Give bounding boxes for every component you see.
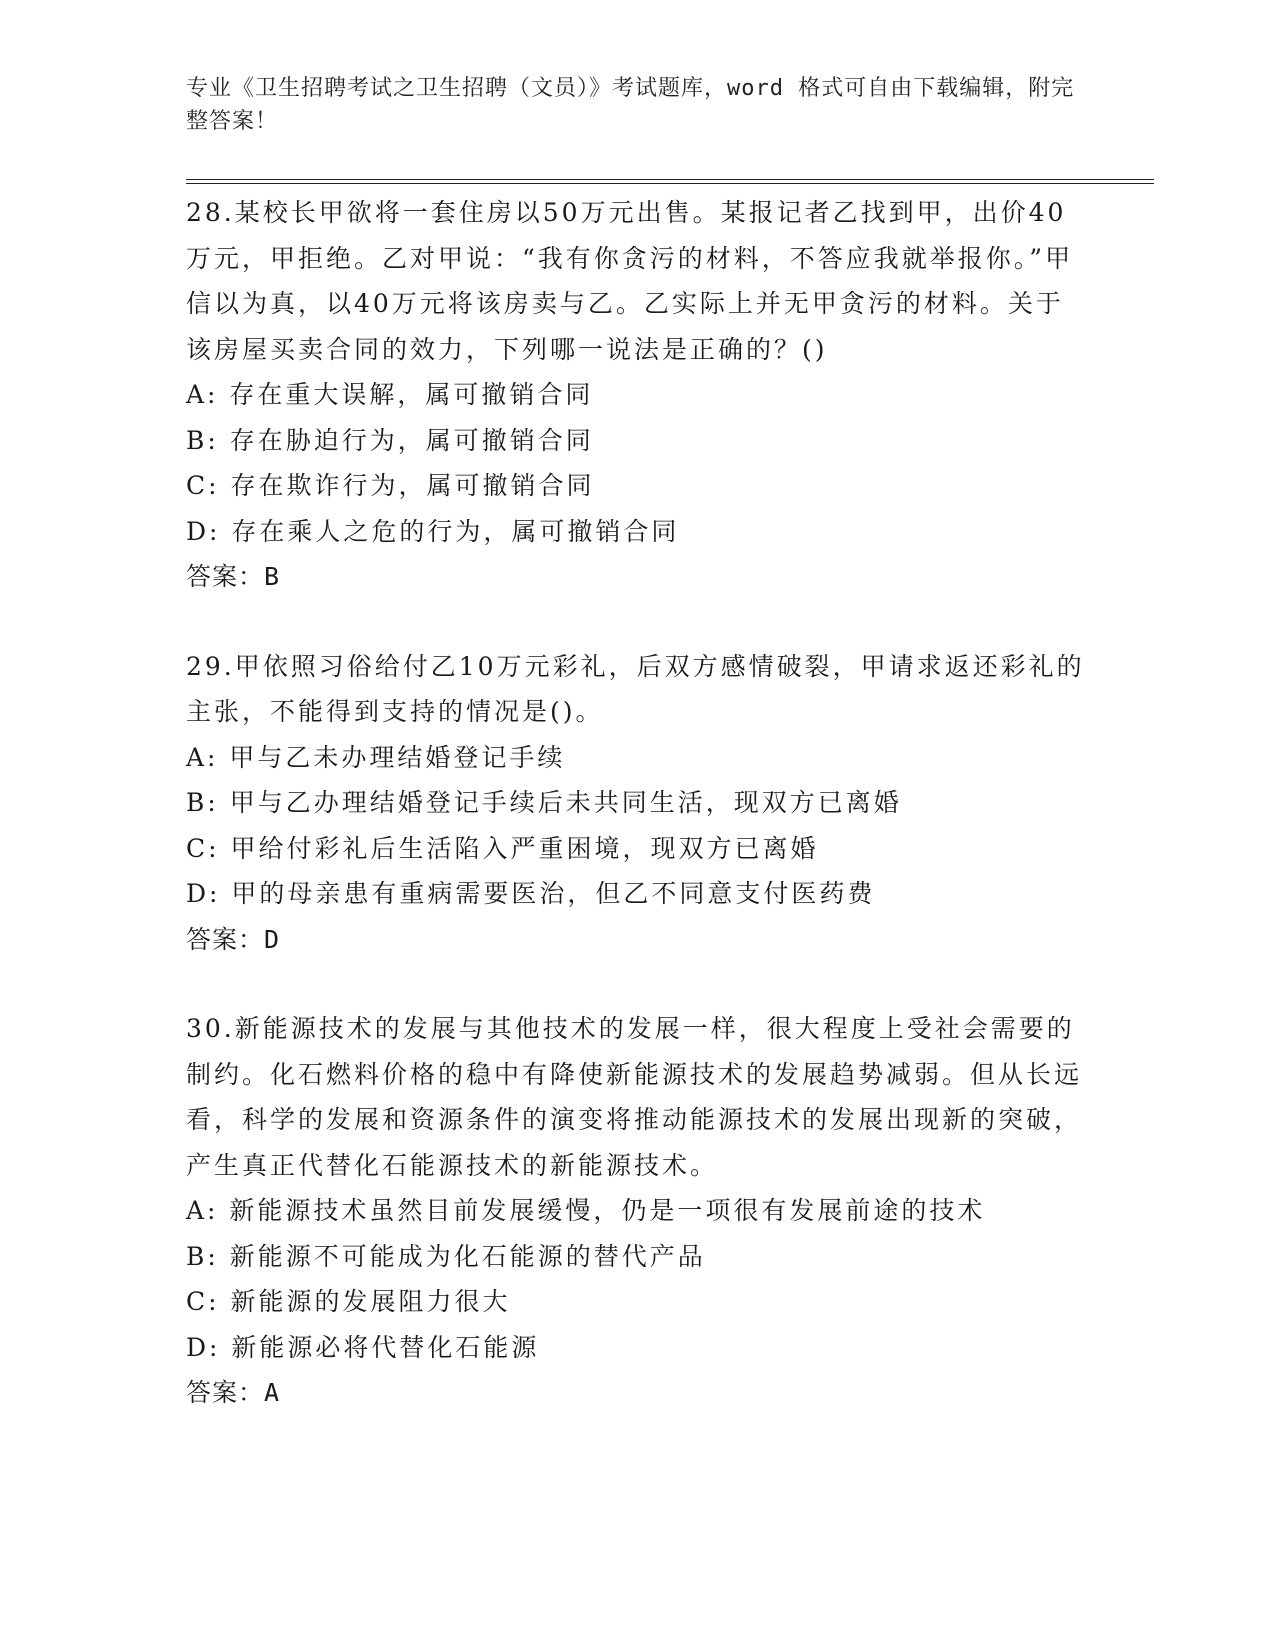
option-c: C: 新能源的发展阻力很大 (186, 1287, 511, 1316)
question-29 (186, 644, 1086, 963)
option-d: D: 甲的母亲患有重病需要医治，但乙不同意支付医药费 (186, 879, 876, 908)
option-a: A: 甲与乙未办理结婚登记手续 (186, 742, 566, 772)
option-d: D: 新能源必将代替化石能源 (186, 1332, 540, 1362)
option-b: B: 新能源不可能成为化石能源的替代产品 (186, 1241, 706, 1271)
answer: 答案：D (186, 924, 281, 954)
header-divider-bottom (186, 183, 1154, 184)
question-30 (186, 1006, 1086, 1416)
option-d: D: 存在乘人之危的行为，属可撤销合同 (186, 516, 680, 546)
option-a: A: 存在重大误解，属可撤销合同 (186, 380, 594, 409)
option-b: B: 甲与乙办理结婚登记手续后未共同生活，现双方已离婚 (186, 788, 902, 817)
answer: 答案：A (186, 1378, 281, 1407)
question-text: 28.某校长甲欲将一套住房以50万元出售。某报记者乙找到甲，出价40万元，甲拒绝。乙对甲说：“我有你贪污的材料，不答应我就举报你。”甲信以为真，以40万元将该房卖与乙。乙实际上并无甲贪污的材料。关于该房屋买卖合同的效力，下列哪一说法是正确的？() (186, 198, 1074, 364)
option-c: C: 甲给付彩礼后生活陷入严重困境，现双方已离婚 (186, 833, 819, 863)
question-text: 29.甲依照习俗给付乙10万元彩礼，后双方感情破裂，甲请求返还彩礼的主张，不能得到支持的情况是()。 (186, 651, 1085, 726)
option-b: B: 存在胁迫行为，属可撤销合同 (186, 425, 594, 455)
option-c: C: 存在欺诈行为，属可撤销合同 (186, 471, 595, 500)
question-text: 30.新能源技术的发展与其他技术的发展一样，很大程度上受社会需要的制约。化石燃料价格的稳中有降使新能源技术的发展趋势减弱。但从长远看，科学的发展和资源条件的演变将推动能源技术的发展出现新的突破，产生真正代替化石能源技术的新能源技术。 (186, 1014, 1083, 1180)
option-a: A: 新能源技术虽然目前发展缓慢，仍是一项很有发展前途的技术 (186, 1196, 986, 1225)
header-divider-top (186, 179, 1154, 180)
question-list (186, 190, 1086, 1460)
document-header: 专业《卫生招聘考试之卫生招聘（文员）》考试题库，word 格式可自由下载编辑，附完整答案！ (186, 76, 1075, 134)
question-28 (186, 190, 1086, 600)
answer: 答案：B (186, 562, 281, 591)
